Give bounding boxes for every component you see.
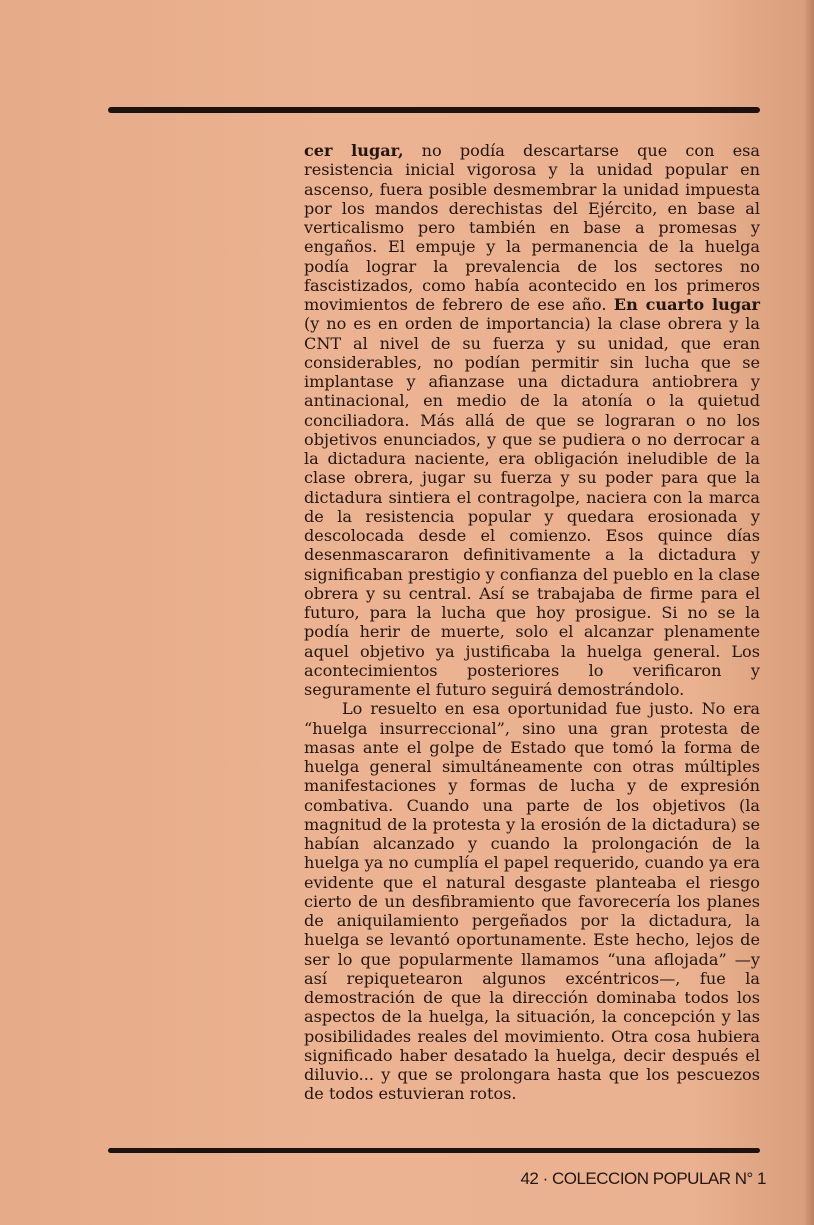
paragraph-1-part-1: no podía descartarse que con esa resistencia inicial vigorosa y la unidad popular en ascenso, fuera posible desmembrar la unidad impuesta por los mandos derechistas del Ejército, en base al verticalismo pero también en base a promesas y engaños. El empuje y la permanencia de la huelga podía lograr la prevalencia de los sectores no fascistizados, como había acontecido en los primeros movimientos de febrero de ese año. bbox=[304, 141, 760, 314]
top-rule bbox=[108, 107, 760, 113]
body-text bbox=[304, 141, 760, 1104]
paragraph-1 bbox=[304, 141, 760, 699]
bold-phrase-tercer-lugar: cer lugar, bbox=[304, 141, 404, 160]
bottom-rule bbox=[108, 1148, 760, 1153]
paragraph-2: Lo resuelto en esa oportunidad fue justo. No era “huelga insurreccional”, sino una gran protesta de masas ante el golpe de Estado que tomó la forma de huelga general simultáneamente con otras múltiples manifestaciones y formas de lucha y de expresión combativa. Cuando una parte de los objetivos (la magnitud de la protesta y la erosión de la dictadura) se habían alcanzado y cuando la prolongación de la huelga ya no cumplía el papel requerido, cuando ya era evidente que el natural desgaste planteaba el riesgo cierto de un desfibramiento que favorecería los planes de aniquilamiento pergeñados por la dictadura, la huelga se levantó oportunamente. Este hecho, lejos de ser lo que popularmente llamamos “una aflojada” —y así repiquetearon algunos excéntricos—, fue la demostración de que la dirección dominaba todos los aspectos de la huelga, la situación, la concepción y las posibilidades reales del movimiento. Otra cosa hubiera significado haber desatado la huelga, decir después el diluvio... y que se prolongara hasta que los pescuezos de todos estuvieran rotos. bbox=[304, 699, 760, 1104]
paragraph-1-part-2: (y no es en orden de importancia) la clase obrera y la CNT al nivel de su fuerza y su unidad, que eran considerables, no podían permitir sin lucha que se implantase y afianzase una dictadura antiobrera y antinacional, en medio de la atonía o la quietud conciliadora. Más allá de que se lograran o no los objetivos enunciados, y que se pudiera o no derrocar a la dictadura naciente, era obligación ineludible de la clase obrera, jugar su fuerza y su poder para que la dictadura sintiera el contragolpe, naciera con la marca de la resistencia popular y quedara erosionada y descolocada desde el comienzo. Esos quince días desenmascararon definitivamente a la dictadura y significaban prestigio y confianza del pueblo en la clase obrera y su central. Así se trabajaba de firme para el futuro, para la lucha que hoy prosigue. Si no se la podía herir de muerte, solo el alcanzar plenamente aquel objetivo ya justificaba la huelga general. Los acontecimientos posteriores lo verificaron y seguramente el futuro seguirá demostrándolo. bbox=[304, 314, 760, 699]
page-edge-shadow bbox=[804, 0, 814, 1225]
page-footer: 42 · COLECCION POPULAR N° 1 bbox=[520, 1169, 766, 1188]
bold-phrase-cuarto-lugar: En cuarto lugar bbox=[613, 295, 760, 314]
